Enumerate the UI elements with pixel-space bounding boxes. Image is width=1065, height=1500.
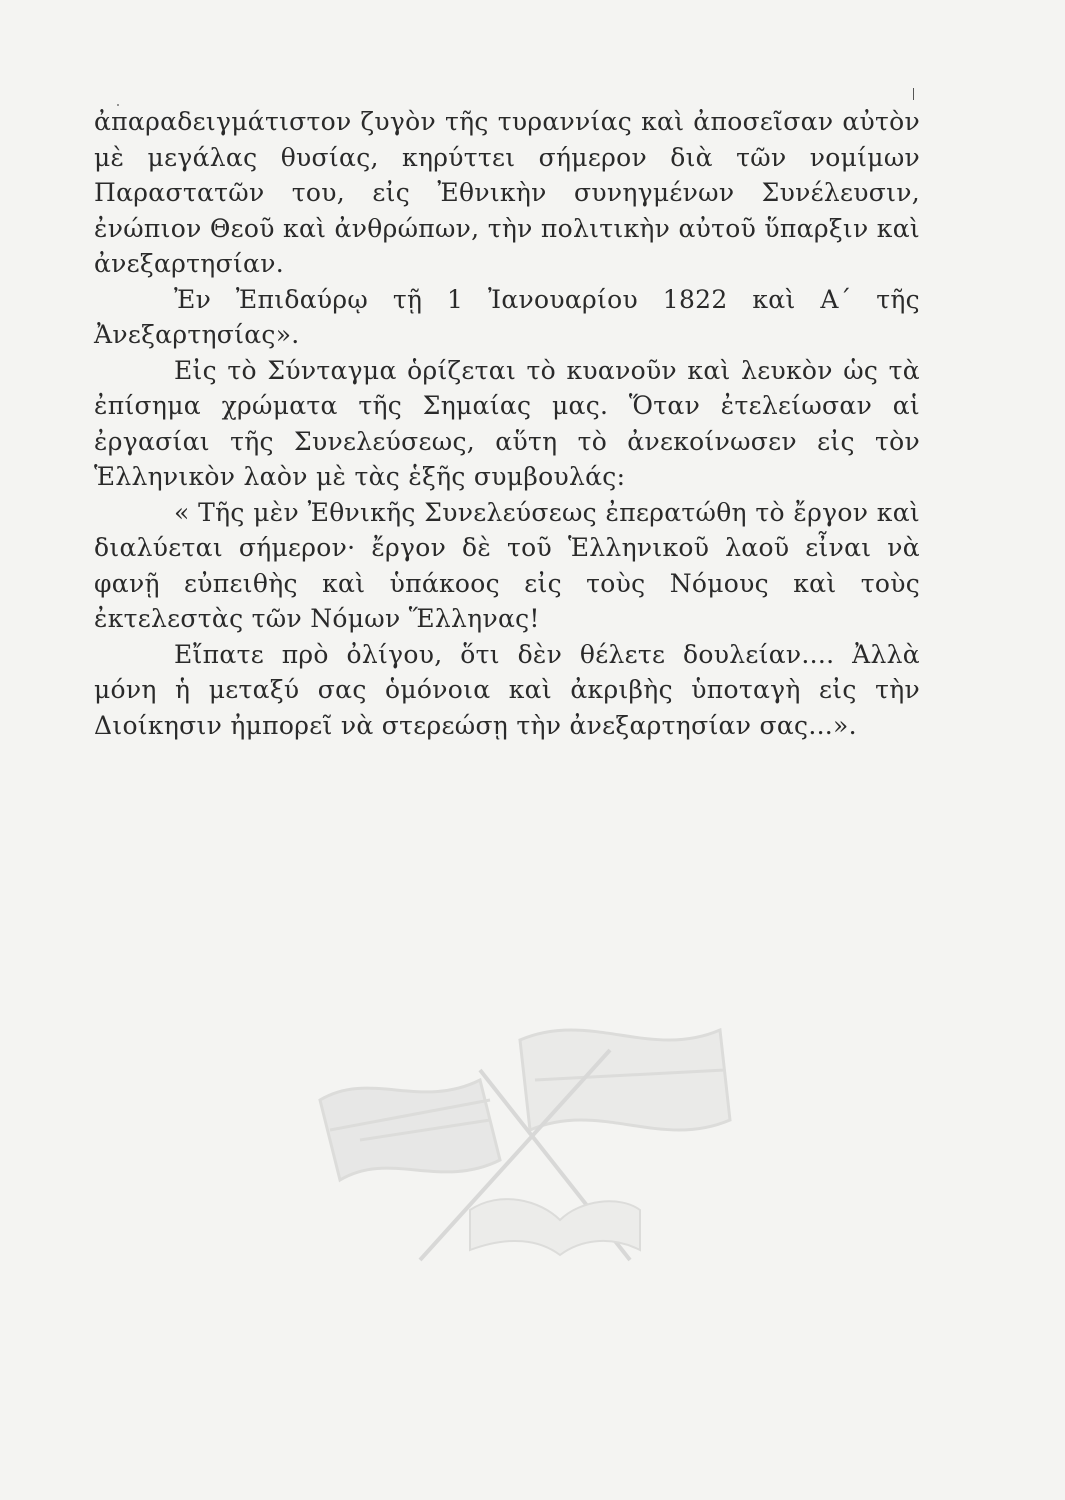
paragraph-4: « Τῆς μὲν Ἐθνικῆς Συνελεύσεως ἐπερατώθη τὸ ἔργον καὶ διαλύεται σήμερον· ἔργον δὲ τοῦ Ἑλληνικοῦ λαοῦ εἶναι νὰ φανῇ εὐπειθὴς καὶ ὑπάκοος εἰς τοὺς Νόμους καὶ τοὺς ἐκτελεστὰς τῶν Νόμων Ἕλληνας! [94,497,920,633]
margin-mark [913,88,914,100]
paragraph-1: ἀπαραδειγμάτιστον ζυγὸν τῆς τυραννίας καὶ ἀποσεῖσαν αὐτὸν μὲ μεγάλας θυσίας, κηρύττει σήμερον διὰ τῶν νομίμων Παραστατῶν του, εἰς Ἐθνικὴν συνηγμένων Συνέλευσιν, ἐνώπιον Θεοῦ καὶ ἀνθρώπων, τὴν πολιτικὴν αὐτοῦ ὕπαρξιν καὶ ἀνεξαρτησίαν. [94,107,920,278]
crossed-flags-icon [300,960,760,1280]
paragraph-2: Ἐν Ἐπιδαύρῳ τῇ 1 Ἰανουαρίου 1822 καὶ Α΄ τῆς Ἀνεξαρτησίας». [94,284,920,349]
paragraph-3: Εἰς τὸ Σύνταγμα ὁρίζεται τὸ κυανοῦν καὶ λευκὸν ὡς τὰ ἐπίσημα χρώματα τῆς Σημαίας μας. Ὅταν ἐτελείωσαν αἱ ἐργασίαι τῆς Συνελεύσεως, αὕτη τὸ ἀνεκοίνωσεν εἰς τὸν Ἑλληνικὸν λαὸν μὲ τὰς ἑξῆς συμβουλάς: [94,355,920,491]
body-text [94,104,920,743]
left-flag [320,1080,500,1180]
paragraph-5: Εἴπατε πρὸ ὀλίγου, ὅτι δὲν θέλετε δουλείαν.... Ἀλλὰ μόνη ἡ μεταξύ σας ὁμόνοια καὶ ἀκριβὴς ὑποταγὴ εἰς τὴν Διοίκησιν ἠμπορεῖ νὰ στερεώσῃ τὴν ἀνεξαρτησίαν σας...». [94,639,920,740]
open-book [470,1199,640,1255]
